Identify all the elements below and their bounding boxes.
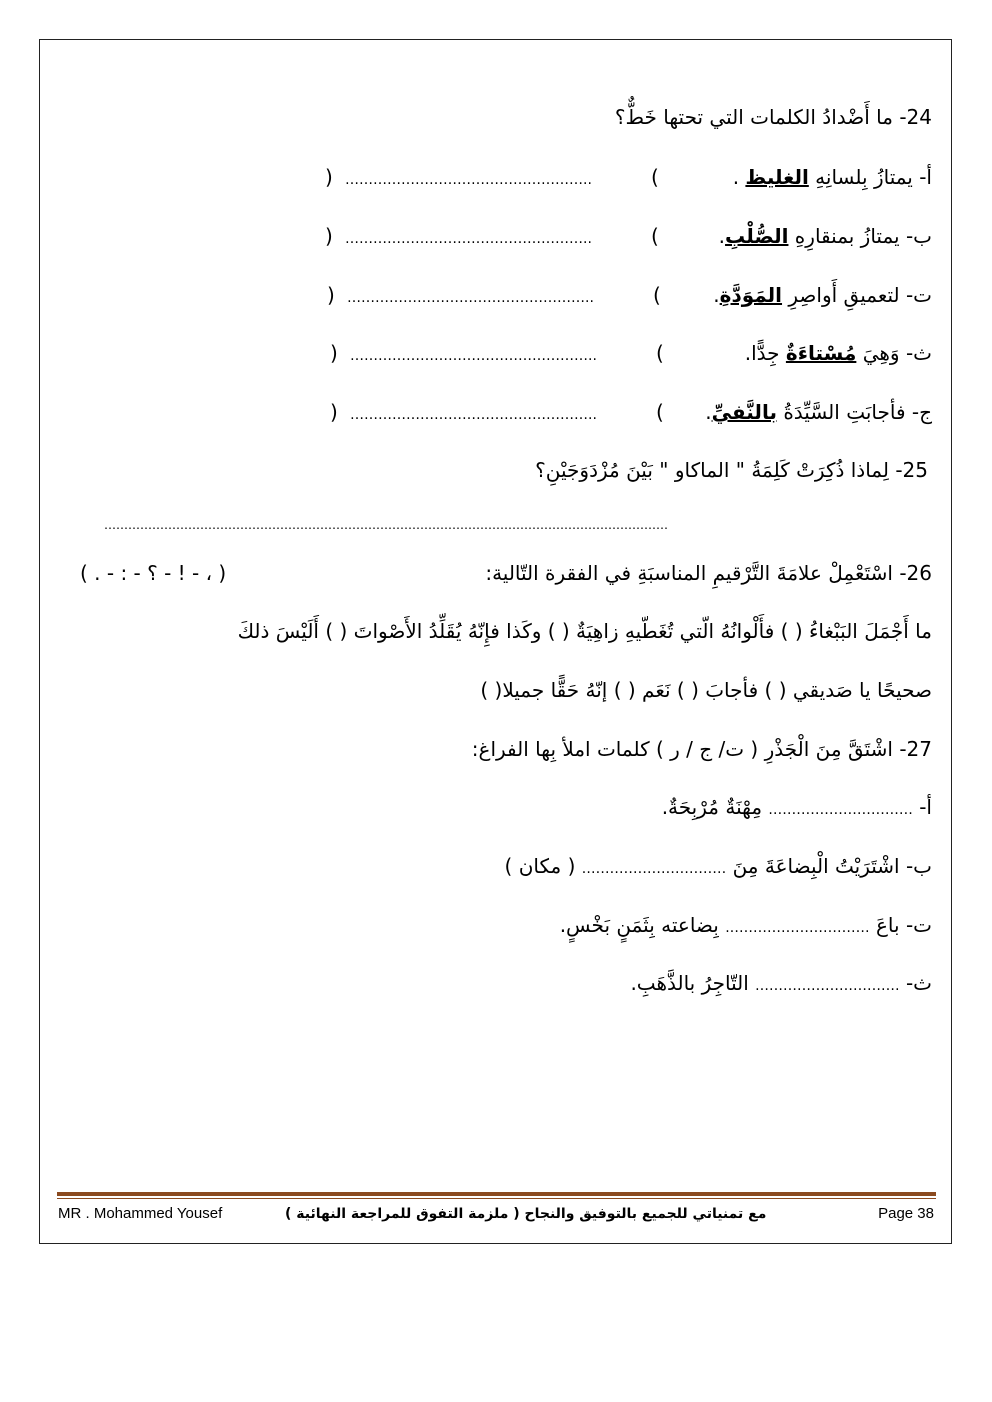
q24-b-close-paren: ) [325, 224, 333, 248]
q26-paragraph-line-2: صحيحًا يا صَديقي ( ) فأجابَ ( ) نَعَم ( ) إنّهُ حَقًّا جميلا( ) [480, 678, 932, 702]
q27-b-blank[interactable]: …………………………. [581, 861, 727, 877]
q24-j-blank[interactable]: …………………………………………….. [350, 407, 597, 423]
q24-t-blank[interactable]: …………………………………………….. [347, 290, 594, 306]
q24-b-open-paren: ( [651, 224, 659, 248]
q27-t-label: ت- باعَ [869, 913, 932, 937]
q24-item-a [733, 163, 932, 191]
q24-a-blank[interactable]: …………………………………………….. [345, 172, 592, 188]
footer-page-number: Page 38 [878, 1205, 934, 1222]
q24-th-open-paren: ( [656, 341, 664, 365]
q27-a-rest: مِهْنَةٌ مُرْبِحَةٌ. [661, 795, 769, 819]
q27-th-rest: التّاجِرُ بالذَّهَبِ. [630, 971, 756, 995]
q24-a-open-paren: ( [651, 165, 659, 189]
q24-a-close-paren: ) [325, 165, 333, 189]
q24-item-th [745, 339, 932, 367]
q24-j-open-paren: ( [656, 400, 664, 424]
q26-paragraph-line-1: ما أَجْمَلَ البَبْغاءُ ( ) فأَلْوانُهُ الّتي تُغَطّيهِ زاهِيَةٌ ( ) وكَذا فإِنّهُ يُقَلِّدُ الأَصْواتَ ( ) أَلَيْسَ ذلكَ [237, 619, 932, 643]
q24-j-suffix: . [705, 400, 712, 424]
q24-b-blank[interactable]: …………………………………………….. [345, 231, 592, 247]
q24-a-suffix: . [732, 165, 746, 189]
q25-answer-line[interactable]: …………………………………………………………………………………………………………………………… [104, 518, 668, 532]
q26-title: 26- اسْتَعْمِلْ علامَةَ التَّرْقيمِ المناسبَةِ في الفقرة التّالية: [485, 561, 932, 585]
q24-th-prefix: ث- وَهِيَ [856, 341, 932, 365]
q24-a-word: الغليظ [745, 165, 809, 189]
q27-th-blank[interactable]: …………………………. [755, 978, 900, 994]
q24-title: 24- ما أَضْدادُ الكلمات التي تحتها خَطٌّ؟ [614, 105, 932, 129]
q24-j-close-paren: ) [330, 400, 338, 424]
q24-t-word: المَوَدَّةِ [719, 283, 783, 307]
q24-item-t [713, 281, 932, 309]
q27-t-rest: بِضاعته بِثَمَنٍ بَخْسٍ. [559, 913, 726, 937]
footer-author: MR . Mohammed Yousef [58, 1205, 223, 1222]
q24-t-close-paren: ) [327, 283, 335, 307]
q24-t-prefix: ت- لتعميقِ أَواصِرِ [782, 283, 932, 307]
q27-title: 27- اشْتَقَّ مِنَ الْجَذْرِ ( ت/ ج / ر ) كلمات املأ بِها الفراغ: [471, 737, 932, 761]
q27-item-t [560, 911, 932, 942]
q24-th-close-paren: ) [330, 341, 338, 365]
q24-th-suffix: جِدًّا. [744, 341, 786, 365]
q24-b-suffix: . [718, 224, 726, 248]
q27-item-b [505, 852, 932, 883]
footer-slogan: مع تمنياتي للجميع بالتوفيق والنجاح ( ملزمة التفوق للمراجعة النهائية ) [285, 1206, 767, 1222]
q27-t-blank[interactable]: …………………………. [725, 920, 870, 936]
q27-item-a [662, 793, 932, 824]
q27-th-label: ث- [899, 971, 932, 995]
q27-b-rest: ( مكان ) [504, 854, 582, 878]
q27-a-blank[interactable]: …………………………. [768, 802, 913, 818]
q24-th-word: مُسْتاءَةٌ [785, 341, 857, 365]
q24-item-j [705, 398, 932, 426]
q27-b-label: ب- اشْتَرَيْتُ الْبِضاعَةَ مِنَ [726, 854, 932, 878]
q24-b-prefix: ب- يمتازُ بمنقارِهِ [788, 224, 932, 248]
q25-title: 25- لِماذا ذُكِرَتْ كَلِمَةُ " الماكاو " بَيْنَ مُزْدَوَجَيْنِ؟ [535, 458, 928, 482]
q24-a-prefix: أ- يمتازُ بِلسانِهِ [808, 165, 932, 189]
q24-j-prefix: ج- فأجابَتِ السَّيِّدَةُ [776, 400, 932, 424]
q24-b-word: الصُّلْبِ [725, 224, 789, 248]
q27-item-th [630, 969, 932, 1000]
q27-a-label: أ- [912, 795, 932, 819]
q26-marks: ( ، - ! - ؟ - : - . ) [80, 561, 227, 585]
q24-t-suffix: . [713, 283, 720, 307]
footer-rule-thin [57, 1198, 936, 1199]
footer-rule-thick [57, 1192, 936, 1196]
q24-j-word: بالنَّفيِّ [711, 400, 777, 424]
q24-t-open-paren: ( [653, 283, 661, 307]
q24-th-blank[interactable]: …………………………………………….. [350, 348, 597, 364]
q24-item-b [719, 222, 932, 250]
